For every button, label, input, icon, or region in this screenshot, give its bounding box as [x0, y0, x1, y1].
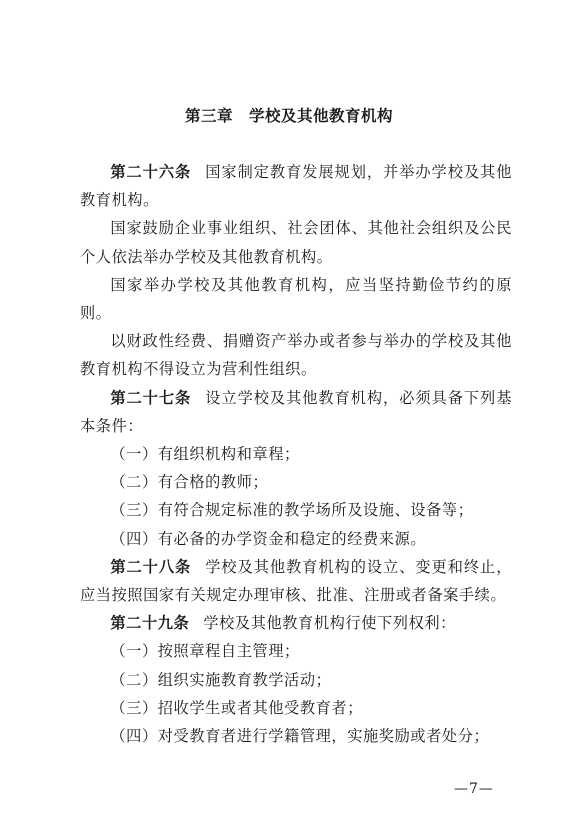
article-27-paragraph-1 [80, 384, 512, 440]
article-29-item-2: （二）组织实施教育教学活动； [110, 670, 332, 689]
article-26-text-1: 国家制定教育发展规划，并举办学校及其他教育机构。 [80, 163, 513, 210]
article-29-item-3: （三）招收学生或者其他受教育者； [110, 698, 363, 717]
article-29-text-1: 学校及其他教育机构行使下列权利： [203, 614, 456, 633]
article-28-text-1: 学校及其他教育机构的设立、变更和终止，应当按照国家有关规定办理审核、批准、注册或者备案手续。 [80, 557, 513, 605]
article-27-item-3: （三）有符合规定标准的教学场所及设施、设备等； [110, 501, 474, 520]
article-27-number: 第二十七条 [110, 388, 192, 407]
article-27-text-1: 设立学校及其他教育机构，必须具备下列基本条件： [80, 388, 513, 435]
article-29-item-4: （四）对受教育者进行学籍管理，实施奖励或者处分； [110, 727, 490, 746]
chapter-title: 第三章 学校及其他教育机构 [184, 107, 393, 125]
article-26-paragraph-1 [80, 158, 512, 214]
page-number: —7— [454, 781, 494, 797]
article-29-number: 第二十九条 [110, 614, 190, 633]
article-27-item-4: （四）有必备的办学资金和稳定的经费来源。 [110, 529, 427, 548]
article-29-item-1: （一）按照章程自主管理； [110, 642, 300, 661]
article-28-paragraph-1 [80, 553, 512, 609]
article-29-paragraph-1 [80, 609, 512, 637]
document-body [80, 158, 512, 750]
article-26-paragraph-3: 国家举办学校及其他教育机构，应当坚持勤俭节约的原则。 [80, 275, 512, 323]
article-26-paragraph-4: 以财政性经费、捐赠资产举办或者参与举办的学校及其他教育机构不得设立为营利性组织。 [80, 332, 512, 379]
article-28-number: 第二十八条 [110, 557, 192, 576]
article-26-paragraph-2: 国家鼓励企业事业组织、社会团体、其他社会组织及公民个人依法举办学校及其他教育机构。 [80, 219, 512, 266]
article-27-item-2: （二）有合格的教师； [110, 473, 269, 492]
article-26-number: 第二十六条 [110, 163, 192, 181]
article-27-item-1: （一）有组织机构和章程； [110, 445, 300, 464]
